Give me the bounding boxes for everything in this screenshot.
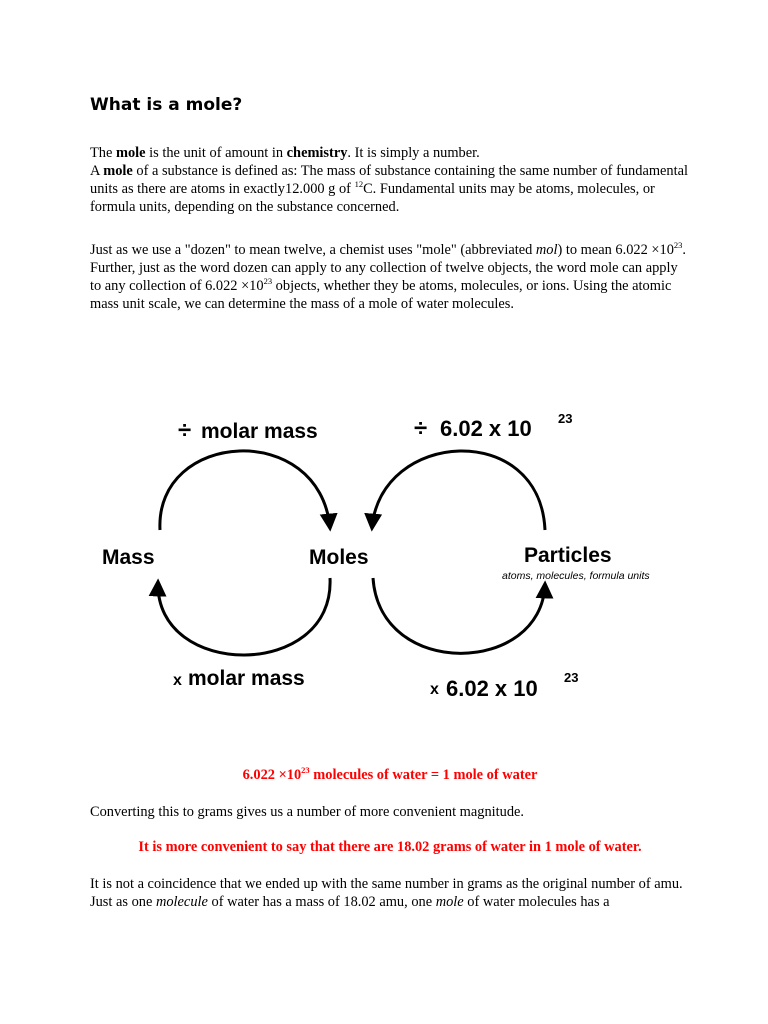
text-run: Just as we use a "dozen" to mean twelve, a chemist uses "mole" (abbreviated	[90, 242, 536, 258]
multiply-molar-mass-label: molar mass	[188, 667, 305, 690]
dozen-analogy-paragraph	[90, 241, 690, 313]
avogadro-statement	[90, 766, 690, 784]
text-run: . Further, just as the word dozen can apply to any collection of twelve objects, the word mole can apply to any collection of 6.022 ×10	[90, 242, 687, 294]
superscript: 12	[354, 179, 364, 190]
multiply-symbol: x	[430, 681, 439, 698]
superscript: 23	[263, 276, 273, 287]
superscript: 23	[301, 765, 310, 776]
conversion-paragraph: Converting this to grams gives us a number of more convenient magnitude.	[90, 804, 525, 820]
mole-conversion-diagram	[80, 390, 680, 710]
text-run: . It is simply a number.	[347, 145, 480, 161]
definition-paragraph	[90, 144, 690, 216]
text-run: of water has a mass of 18.02 amu, one	[207, 894, 436, 910]
text-run: ) to mean 6.022 ×10	[557, 242, 674, 258]
arc-particles-to-moles	[372, 451, 545, 530]
text-run: 6.022 ×10	[242, 767, 302, 783]
moles-label: Moles	[309, 546, 369, 569]
text-run: objects, whether they be atoms, molecules, or ions. Using the atomic mass unit scale, we can determine the mass of a mole of water molecules.	[90, 278, 672, 312]
text-run: of a substance is defined as: The mass of substance containing the same number of fundamental units as there are atoms in exactly12.000 g of	[90, 163, 688, 197]
divide-symbol: ÷	[178, 417, 192, 444]
italic-term-mol: mol	[535, 242, 558, 258]
page-title: What is a mole?	[90, 95, 243, 115]
divide-avogadro-label: 6.02 x 10	[440, 416, 532, 441]
text-run: of water molecules has a	[463, 894, 610, 910]
italic-term-mole: mole	[435, 894, 464, 910]
multiply-symbol: x	[173, 672, 182, 689]
arc-moles-to-mass	[158, 578, 330, 655]
particles-sublabel: atoms, molecules, formula units	[502, 570, 650, 582]
bold-term-chemistry: chemistry	[286, 145, 348, 161]
text-run: is the unit of amount in	[145, 145, 287, 161]
arc-moles-to-particles	[373, 578, 545, 653]
divide-molar-mass-label: molar mass	[201, 420, 318, 443]
text-run: C. Fundamental units may be atoms, molecules, or formula units, depending on the substance concerned.	[90, 181, 655, 215]
superscript: 23	[673, 240, 683, 251]
mass-label: Mass	[102, 546, 155, 569]
coincidence-paragraph	[90, 875, 690, 911]
bold-term-mole: mole	[103, 163, 133, 179]
divide-symbol: ÷	[414, 415, 428, 442]
bold-term-mole: mole	[115, 145, 146, 161]
arc-mass-to-moles	[160, 451, 330, 530]
italic-term-molecule: molecule	[155, 894, 208, 910]
multiply-avogadro-label: 6.02 x 10	[446, 676, 538, 701]
text-run: A	[90, 163, 104, 179]
text-run: It is not a coincidence that we ended up with the same number in grams as the original number of amu. Just as one	[90, 876, 683, 910]
avogadro-exponent: 23	[558, 411, 573, 426]
text-run: molecules of water = 1 mole of water	[309, 767, 538, 783]
particles-label: Particles	[524, 544, 612, 567]
avogadro-exponent: 23	[564, 670, 579, 685]
text-run: The	[90, 145, 116, 161]
grams-statement: It is more convenient to say that there are 18.02 grams of water in 1 mole of water.	[138, 839, 642, 855]
